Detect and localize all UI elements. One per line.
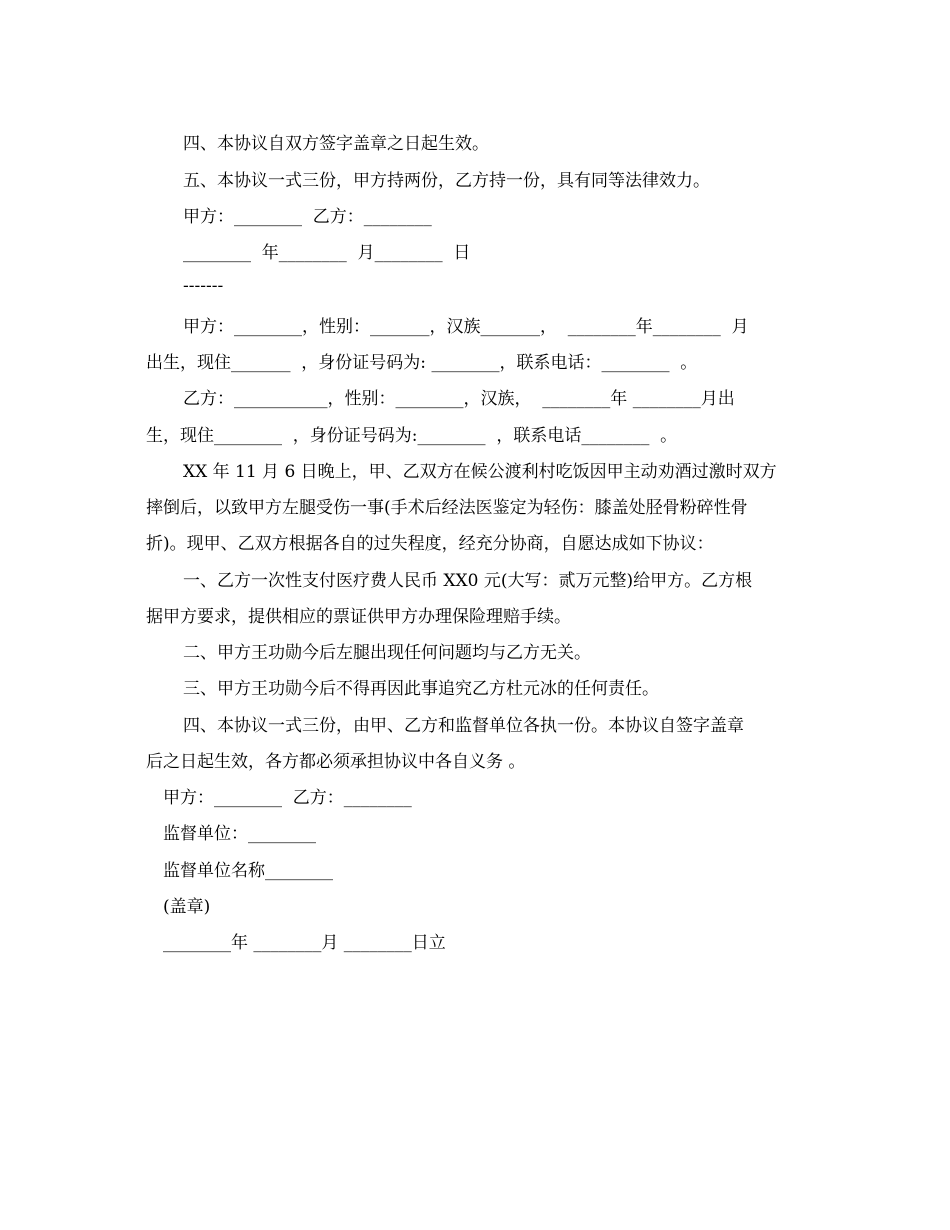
supervisor-name-line: 监督单位名称________ bbox=[163, 861, 333, 881]
clause-1-payment-cont: 据甲方要求，提供相应的票证供甲方办理保险理赔手续。 bbox=[146, 607, 571, 627]
incident-description-cont2: 折)。现甲、乙双方根据各自的过失程度，经充分协商，自愿达成如下协议： bbox=[146, 534, 714, 554]
separator: ------- bbox=[183, 276, 224, 296]
clause-4-copies-cont: 后之日起生效，各方都必须承担协议中各自义务 。 bbox=[146, 752, 526, 772]
party-a-info-cont: 出生，现住_______ ，身份证号码为: ________，联系电话：________ 。 bbox=[146, 353, 698, 373]
clause-2: 二、甲方王功勋今后左腿出现任何问题均与乙方无关。 bbox=[183, 643, 591, 663]
clause-1-payment: 一、乙方一次性支付医疗费人民币 XX0 元(大写：贰万元整)给甲方。乙方根 bbox=[183, 571, 753, 591]
signature-line-2: 甲方：________ 乙方：________ bbox=[163, 788, 412, 808]
seal-note: (盖章) bbox=[163, 897, 211, 917]
party-b-info: 乙方：___________，性别：________，汉族， ________年 ________月出 bbox=[183, 389, 735, 409]
clause-4-effective: 四、本协议自双方签字盖章之日起生效。 bbox=[183, 134, 489, 154]
signature-line: 甲方：________ 乙方：________ bbox=[183, 207, 432, 227]
supervisor-line: 监督单位：________ bbox=[163, 824, 316, 844]
date-line: ________ 年________ 月________ 日 bbox=[183, 243, 471, 263]
incident-description: XX 年 11 月 6 日晚上，甲、乙双方在候公渡利村吃饭因甲主动劝酒过激时双方 bbox=[183, 462, 777, 482]
party-b-info-cont: 生，现住________ ，身份证号码为:________ ，联系电话________ 。 bbox=[146, 426, 678, 446]
clause-4-copies: 四、本协议一式三份，由甲、乙方和监督单位各执一份。本协议自签字盖章 bbox=[183, 716, 744, 736]
date-line-2: ________年 ________月 ________日立 bbox=[163, 933, 446, 953]
clause-3: 三、甲方王功勋今后不得再因此事追究乙方杜元冰的任何责任。 bbox=[183, 679, 659, 699]
incident-description-cont: 摔倒后，以致甲方左腿受伤一事(手术后经法医鉴定为轻伤：膝盖处胫骨粉碎性骨 bbox=[146, 498, 748, 518]
clause-5-copies: 五、本协议一式三份，甲方持两份，乙方持一份，具有同等法律效力。 bbox=[183, 171, 710, 191]
party-a-info: 甲方：________，性别：_______，汉族_______， ________年________ 月 bbox=[183, 317, 749, 337]
